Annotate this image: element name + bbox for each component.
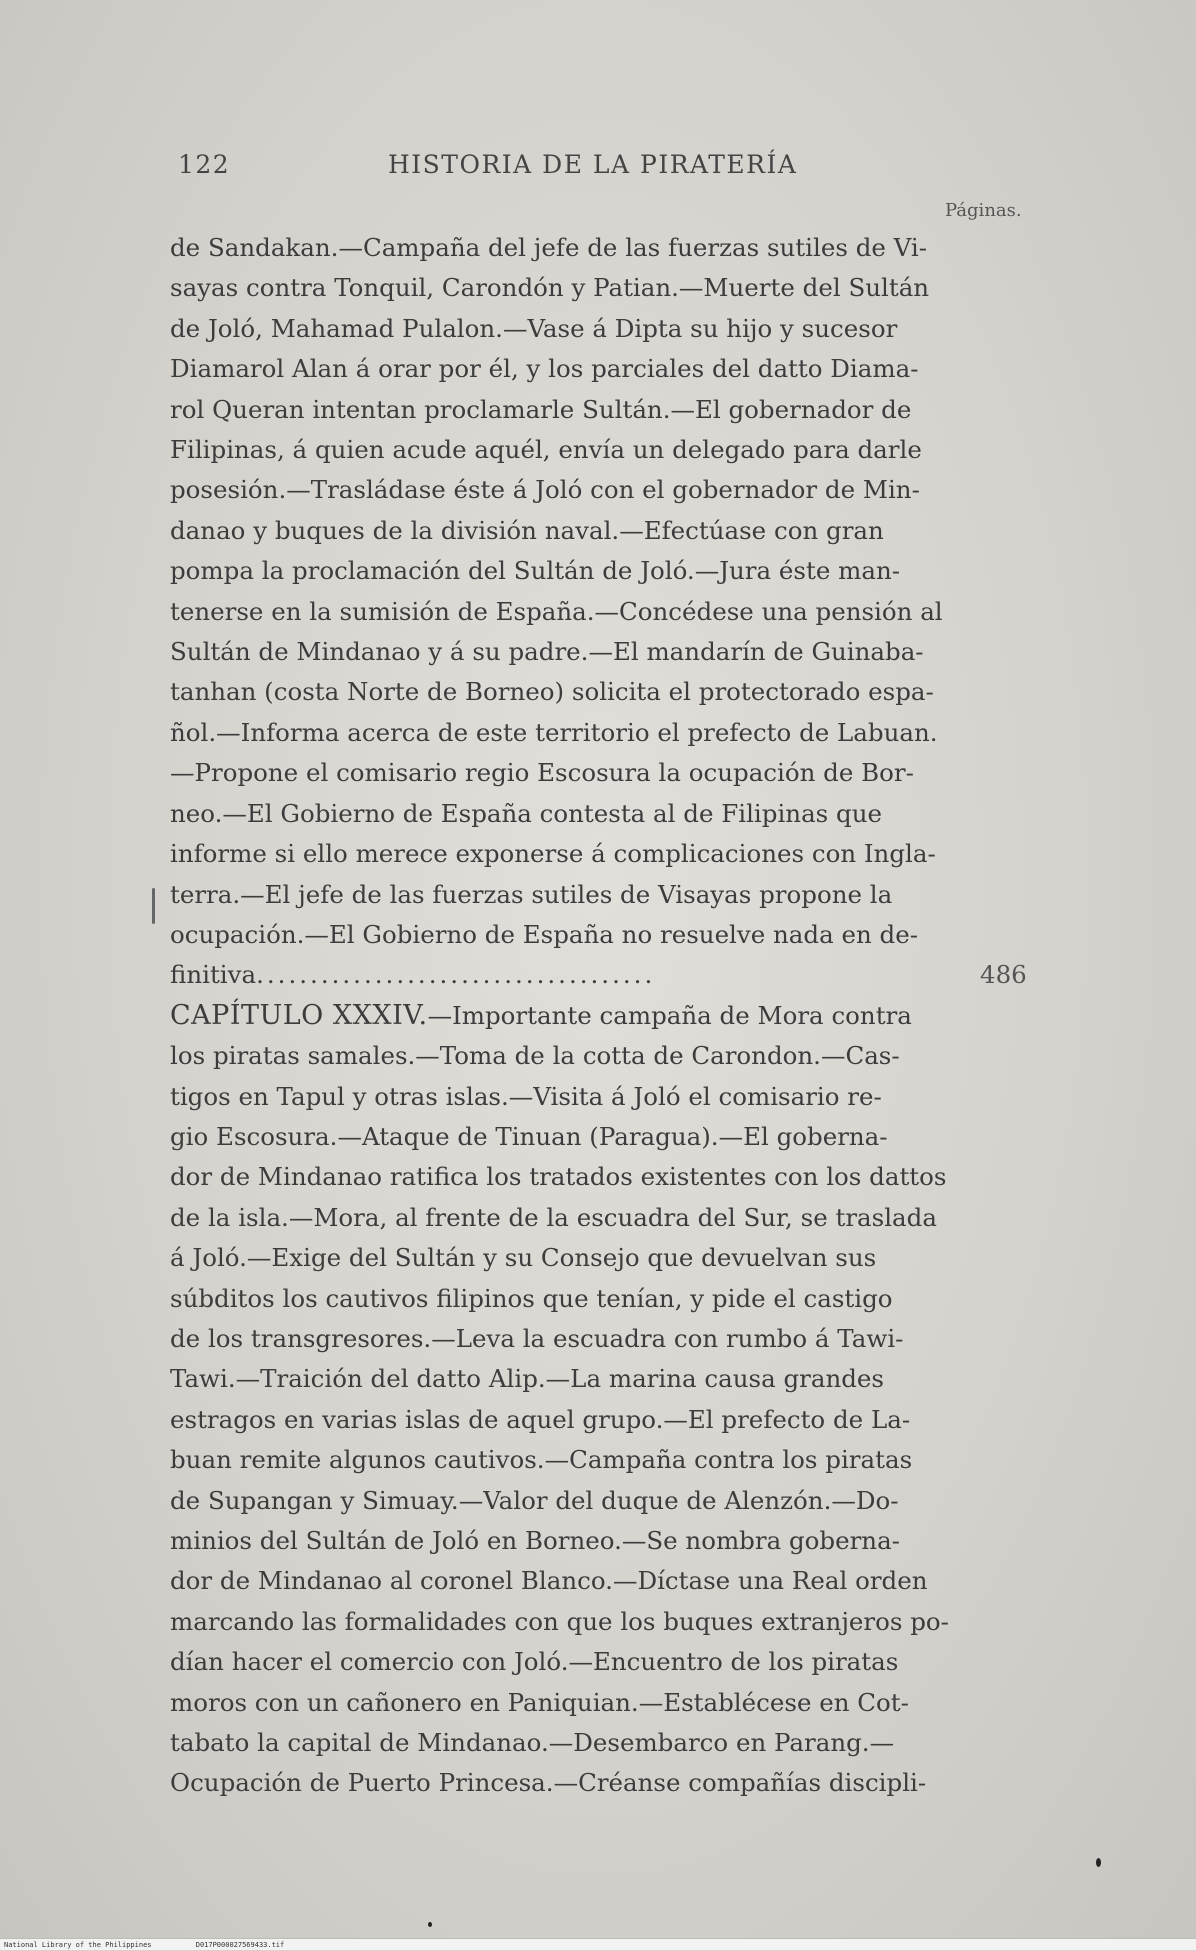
pages-column-label: Páginas. (945, 200, 1022, 221)
dot-leaders: ..................................... (256, 960, 656, 990)
toc-line: los piratas samales.—Toma de la cotta de Carondon.—Cas- (170, 1041, 900, 1071)
toc-line: rol Queran intentan proclamarle Sultán.—El gobernador de (170, 394, 912, 424)
footer-file-id: D017P000027569433.tif (195, 1941, 285, 1949)
toc-line: danao y buques de la división naval.—Efectúase con gran (170, 515, 884, 545)
toc-line: estragos en varias islas de aquel grupo.—El prefecto de La- (170, 1404, 911, 1434)
toc-line: buan remite algunos cautivos.—Campaña contra los piratas (170, 1445, 913, 1475)
toc-line: —Propone el comisario regio Escosura la ocupación de Bor- (170, 758, 914, 788)
toc-line: tigos en Tapul y otras islas.—Visita á Joló el comisario re- (170, 1081, 882, 1111)
toc-line: tenerse en la sumisión de España.—Concédese una pensión al (170, 596, 943, 626)
toc-line: sayas contra Tonquil, Carondón y Patian.—Muerte del Sultán (170, 273, 930, 303)
toc-line: informe si ello merece exponerse á complicaciones con Ingla- (170, 839, 936, 869)
toc-line: terra.—El jefe de las fuerzas sutiles de Visayas propone la (170, 879, 893, 909)
page-number: 122 (178, 150, 231, 179)
chapter-heading-line (170, 996, 950, 1036)
toc-line: Ocupación de Puerto Princesa.—Créanse compañías discipli- (170, 1768, 927, 1798)
page-reference: 486 (980, 960, 1027, 990)
toc-line: tabato la capital de Mindanao.—Desembarco en Parang.— (170, 1728, 895, 1758)
chapter-title: CAPÍTULO XXXIV. (170, 999, 428, 1031)
toc-line: de los transgresores.—Leva la escuadra con rumbo á Tawi- (170, 1323, 904, 1353)
toc-line: ñol.—Informa acerca de este territorio el prefecto de Labuan. (170, 717, 938, 747)
toc-line: moros con un cañonero en Paniquian.—Establécese en Cot- (170, 1687, 909, 1717)
toc-line: posesión.—Trasládase éste á Joló con el gobernador de Min- (170, 475, 920, 505)
toc-line: marcando las formalidades con que los buques extranjeros po- (170, 1606, 949, 1636)
ink-speck (428, 1922, 432, 1927)
table-of-contents (170, 228, 1027, 1804)
toc-line: Filipinas, á quien acude aquél, envía un delegado para darle (170, 435, 922, 465)
toc-line: Sultán de Mindanao y á su padre.—El mandarín de Guinaba- (170, 637, 924, 667)
scan-footer (0, 1938, 1196, 1950)
toc-line: Diamarol Alan á orar por él, y los parciales del datto Diama- (170, 354, 919, 384)
toc-line: dor de Mindanao ratifica los tratados existentes con los dattos (170, 1162, 947, 1192)
toc-line: minios del Sultán de Joló en Borneo.—Se nombra goberna- (170, 1526, 900, 1555)
toc-line: tanhan (costa Norte de Borneo) solicita el protectorado espa- (170, 677, 934, 707)
toc-line: de Sandakan.—Campaña del jefe de las fuerzas sutiles de Vi- (170, 233, 928, 262)
toc-line: gio Escosura.—Ataque de Tinuan (Paragua).—El goberna- (170, 1121, 888, 1151)
toc-line: neo.—El Gobierno de España contesta al de Filipinas que (170, 798, 882, 828)
toc-line: pompa la proclamación del Sultán de Joló.—Jura éste man- (170, 556, 901, 586)
toc-line: de la isla.—Mora, al frente de la escuadra del Sur, se traslada (170, 1202, 937, 1232)
toc-line: de Joló, Mahamad Pulalon.—Vase á Dipta su hijo y sucesor (170, 313, 898, 343)
toc-line: Tawi.—Traición del datto Alip.—La marina causa grandes (170, 1364, 885, 1394)
toc-line: á Joló.—Exige del Sultán y su Consejo que devuelvan sus (170, 1243, 877, 1273)
toc-line-text: finitiva (170, 960, 257, 990)
footer-library: National Library of the Philippines (4, 1941, 152, 1949)
toc-line: dor de Mindanao al coronel Blanco.—Díctase una Real orden (170, 1566, 928, 1596)
ink-speck (1096, 1858, 1101, 1867)
toc-line: ocupación.—El Gobierno de España no resuelve nada en de- (170, 919, 919, 949)
toc-line: dían hacer el comercio con Joló.—Encuentro de los piratas (170, 1647, 899, 1677)
toc-entry-chapter (170, 996, 950, 1804)
toc-line: —Importante campaña de Mora contra (427, 1000, 912, 1030)
toc-entry-continued (170, 228, 1027, 996)
toc-line: súbditos los cautivos filipinos que tenían, y pide el castigo (170, 1283, 893, 1313)
toc-last-line (170, 955, 1027, 995)
ink-speck (152, 888, 155, 924)
book-title: HISTORIA DE LA PIRATERÍA (388, 150, 798, 179)
toc-line: de Supangan y Simuay.—Valor del duque de Alenzón.—Do- (170, 1485, 899, 1515)
